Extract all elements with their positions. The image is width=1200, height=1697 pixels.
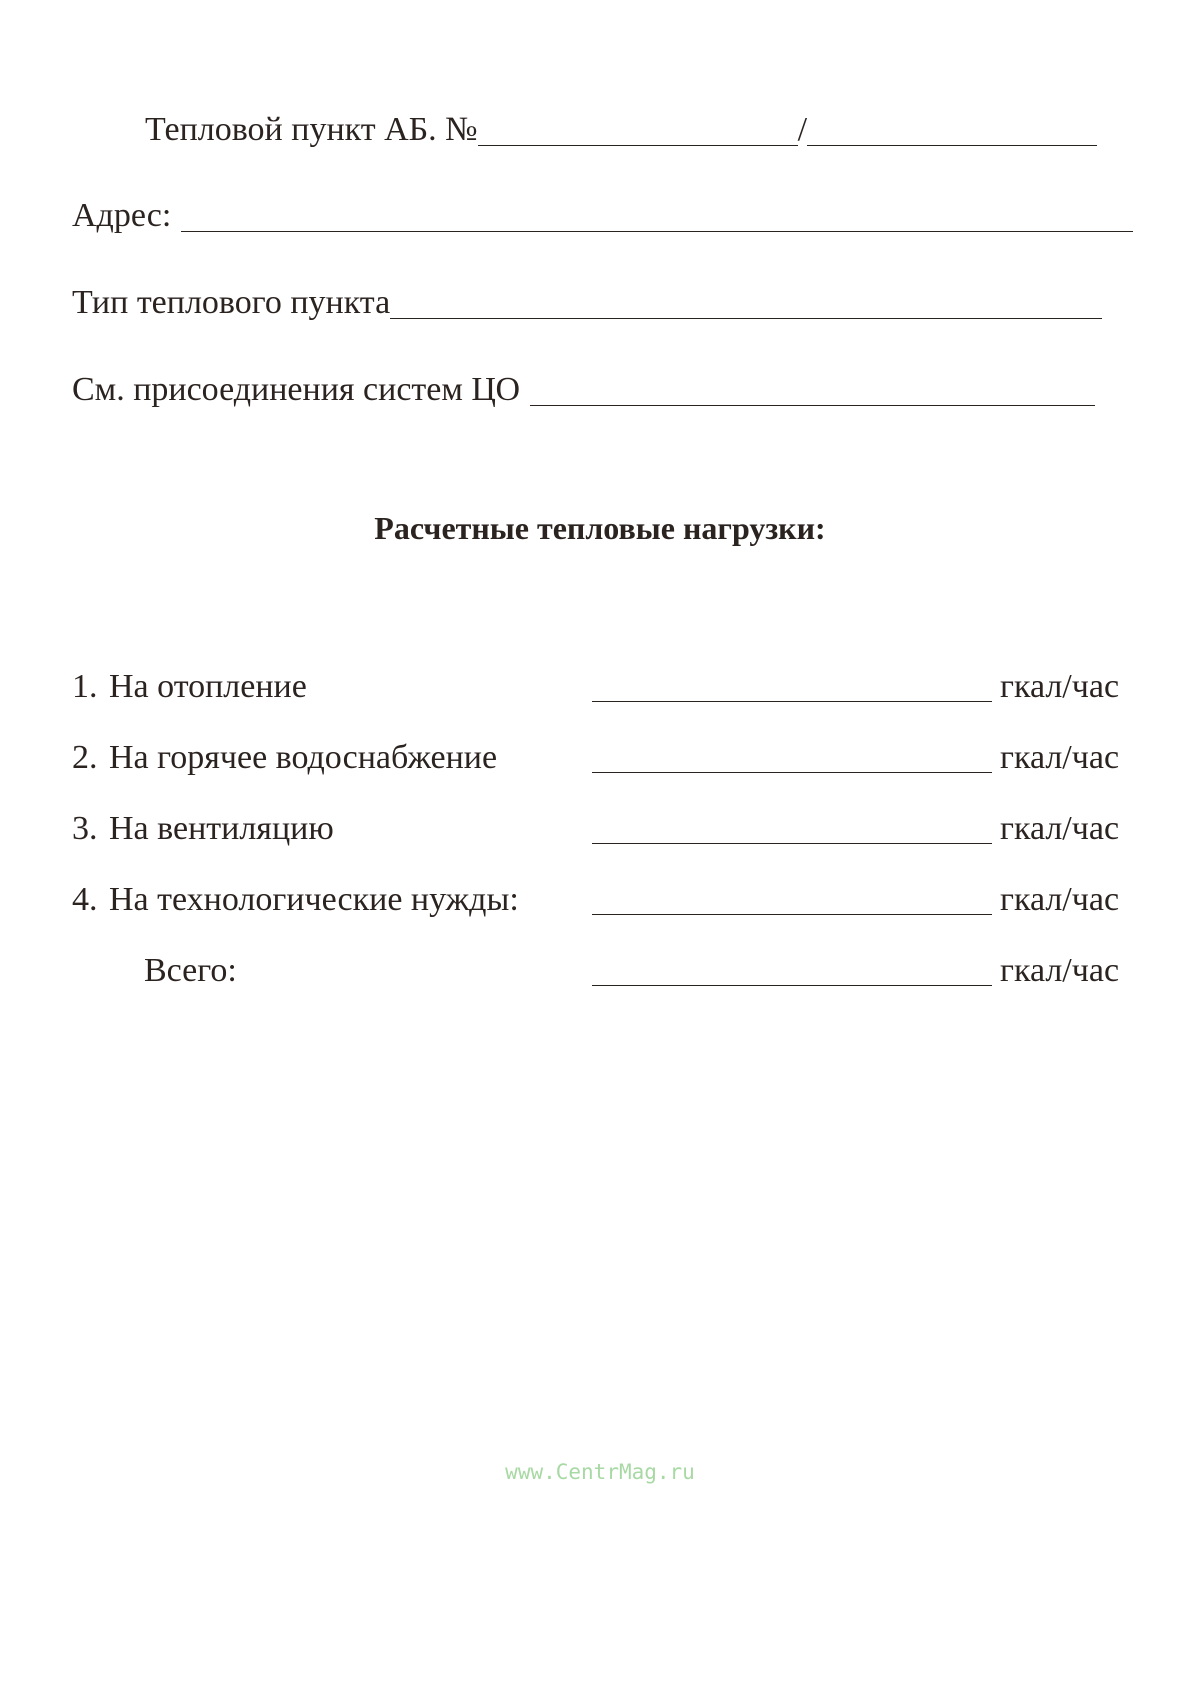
total-unit: гкал/час [1000,952,1120,989]
load-row-text: На горячее водоснабжение [109,739,498,776]
load-value-field[interactable] [592,809,992,844]
load-unit: гкал/час [1000,668,1120,705]
load-row-number: 3. [72,810,98,847]
station-number-line [145,110,1097,150]
connection-scheme-line [72,370,1095,410]
load-value-field[interactable] [592,667,992,702]
load-row-number: 2. [72,739,98,776]
load-row-label [72,738,497,778]
load-row-text: На вентиляцию [109,810,334,847]
station-suffix-field[interactable] [807,115,1097,146]
load-row-label [72,667,307,707]
load-row-number: 1. [72,668,98,705]
station-label: Тепловой пункт АБ. № [145,111,478,148]
slash-separator: / [797,111,808,148]
address-label: Адрес: [72,197,172,234]
load-unit: гкал/час [1000,881,1120,918]
load-row-text: На отопление [109,668,307,705]
load-unit: гкал/час [1000,810,1120,847]
address-line [72,196,1133,236]
load-row-number: 4. [72,881,98,918]
connection-scheme-field[interactable] [530,375,1095,406]
load-row-text: На технологические нужды: [109,881,519,918]
load-value-field[interactable] [592,880,992,915]
load-row-label [72,809,334,849]
connection-scheme-label: См. присоединения систем ЦО [72,371,521,408]
load-row-label [72,880,519,920]
station-number-field[interactable] [478,115,798,146]
site-watermark: www.CentrMag.ru [505,1460,695,1484]
address-field[interactable] [181,201,1133,232]
station-type-field[interactable] [390,288,1102,319]
station-type-label: Тип теплового пункта [72,284,391,321]
total-label: Всего: [144,952,237,989]
loads-title: Расчетные тепловые нагрузки: [374,510,826,546]
load-unit: гкал/час [1000,739,1120,776]
load-value-field[interactable] [592,738,992,773]
station-type-line [72,283,1102,323]
total-value-field[interactable] [592,951,992,986]
